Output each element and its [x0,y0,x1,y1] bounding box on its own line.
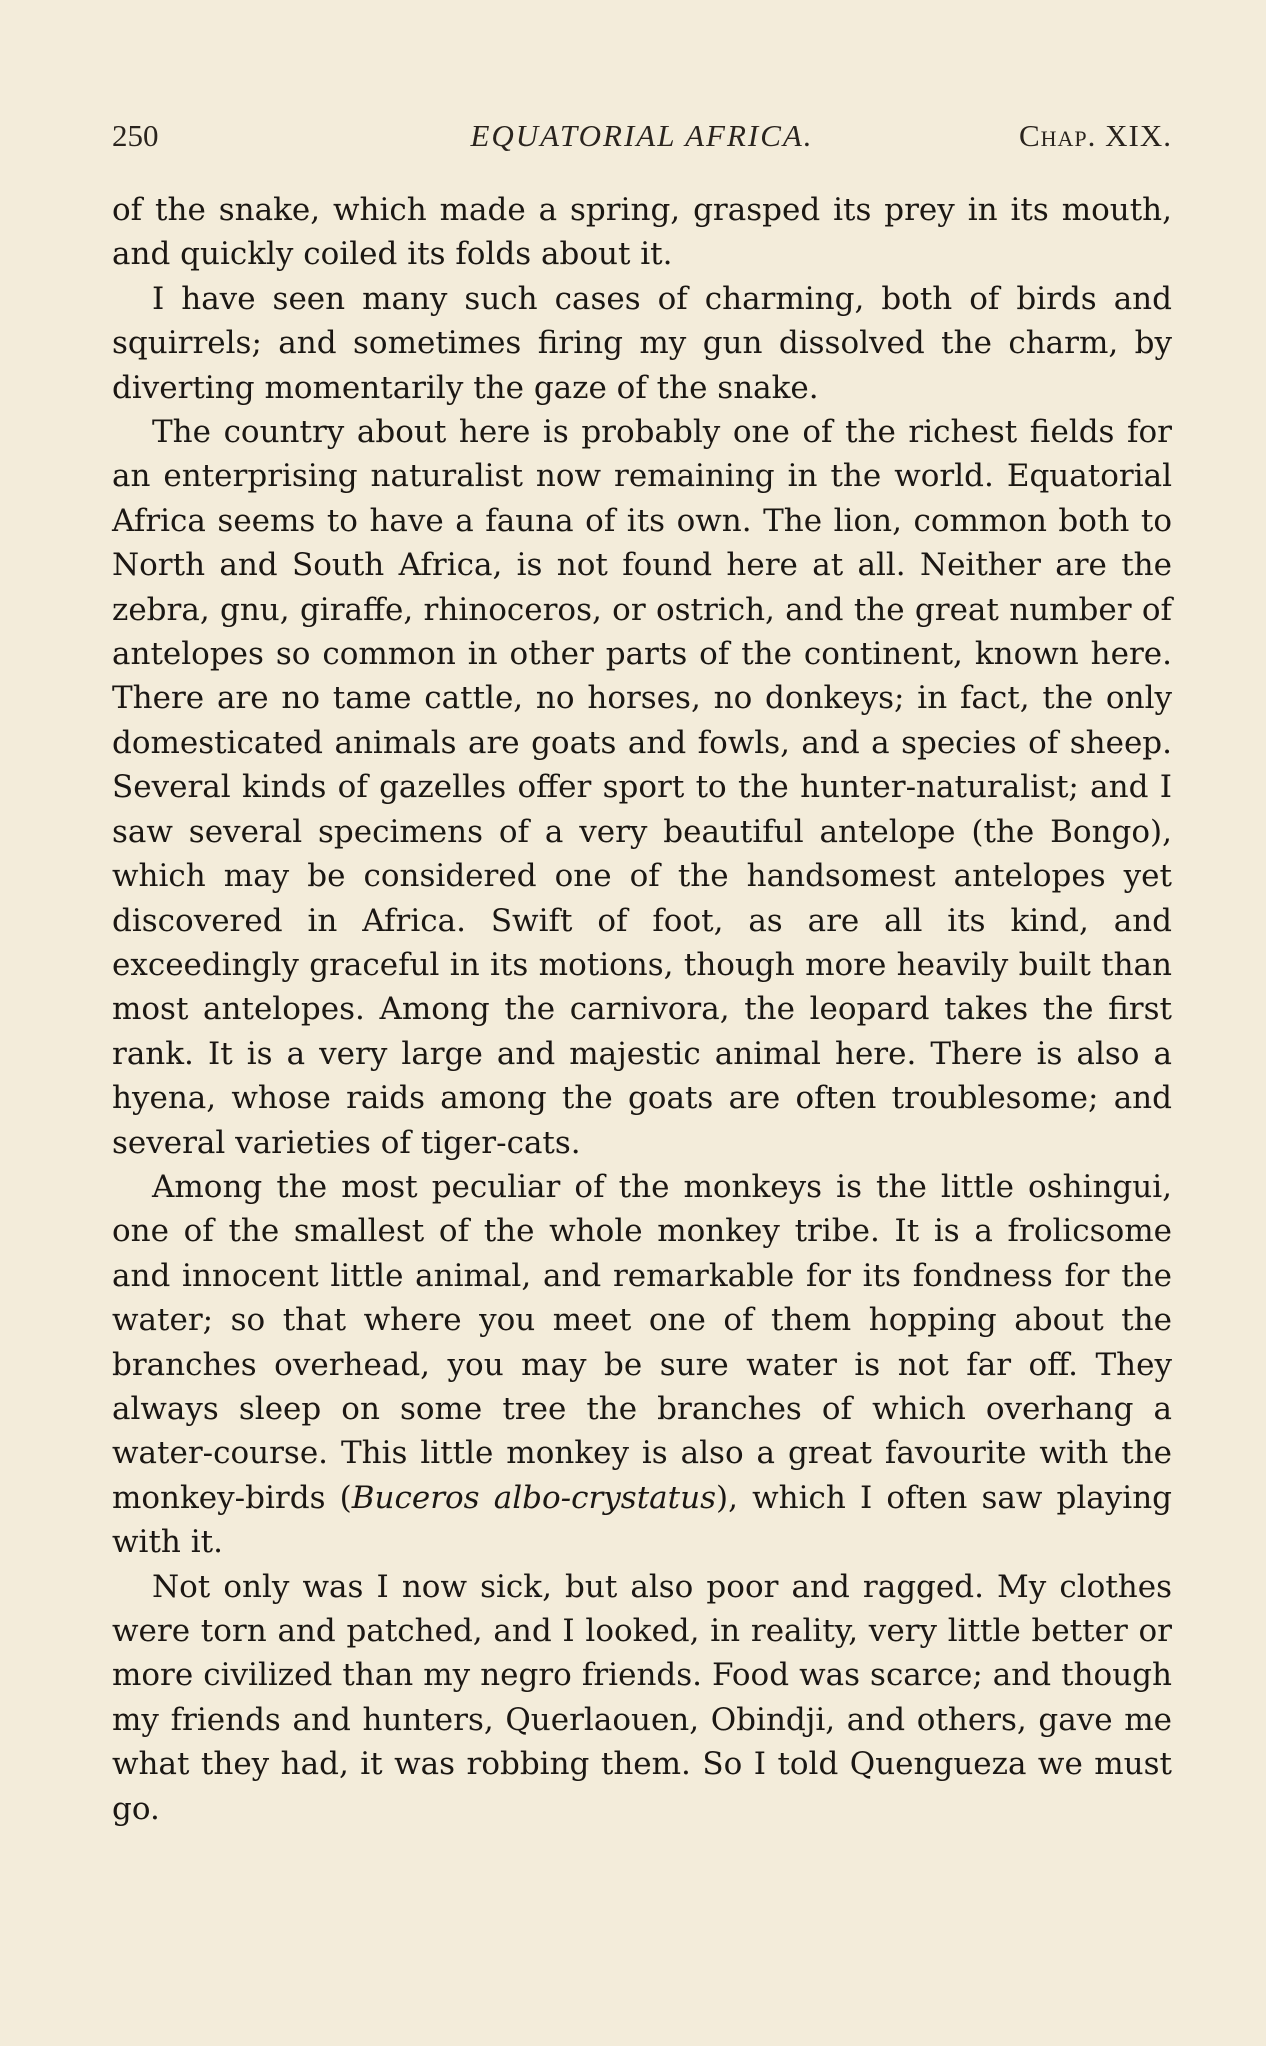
chapter-label: Chap. XIX. [1018,118,1172,153]
paragraph-departure: Not only was I now sick, but also poor and ragged. My clothes were torn and patched, and I looked, in reality, very little better or more civilized than my negro friends. Food was scarce; and though my friends and hunters, Querlaouen, Obindji, and others, gave me what they had, it was robbing them. So I told Quengueza we must go. [112,1568,1172,1827]
paragraph-monkeys-text-2: ), which I often saw playing with it. [112,1479,1173,1561]
paragraph-monkeys-text-1: Among the most peculiar of the monkeys is the little oshingui, one of the smallest of the whole monkey tribe. It is a frolicsome and innocent little animal, and remarkable for its fondness for the water; so that where you meet one of them hopping about the branches overhead, you may be sure water is not far off. They always sleep on some tree the branches of which overhang a water-course. This little monkey is also a great favourite with the monkey-birds ( [112,1168,1172,1516]
body-text [112,188,1172,1831]
running-head [112,112,1172,172]
paragraph-snake-end: of the snake, which made a spring, grasped its prey in its mouth, and quickly coiled its folds about it. [112,192,1172,273]
running-title: EQUATORIAL AFRICA. [470,118,814,153]
book-page [112,112,1172,1831]
paragraph-fauna: The country about here is probably one of the richest fields for an enterprising naturalist now remaining in the world. Equatorial Africa seems to have a fauna of its own. The lion, common both to North and South Africa, is not found here at all. Neither are the zebra, gnu, giraffe, rhinoceros, or ostrich, and the great number of antelopes so common in other parts of the continent, known here. There are no tame cattle, no horses, no donkeys; in fact, the only domesticated animals are goats and fowls, and a species of sheep. Several kinds of gazelles offer sport to the hunter-naturalist; and I saw several specimens of a very beautiful antelope (the Bongo), which may be considered one of the handsomest antelopes yet discovered in Africa. Swift of foot, as are all its kind, and exceedingly graceful in its motions, though more heavily built than most antelopes. Among the carnivora, the leopard takes the first rank. It is a very large and majestic animal here. There is also a hyena, whose raids among the goats are often troublesome; and several varieties of tiger-cats. [112,414,1172,1161]
species-name-italic: Buceros albo-crystatus [351,1479,716,1516]
page-number: 250 [112,118,159,153]
paragraph-charming: I have seen many such cases of charming, both of birds and squirrels; and sometimes firing my gun dissolved the charm, by diverting momentarily the gaze of the snake. [112,280,1172,406]
paragraph-monkeys [112,1165,1172,1565]
